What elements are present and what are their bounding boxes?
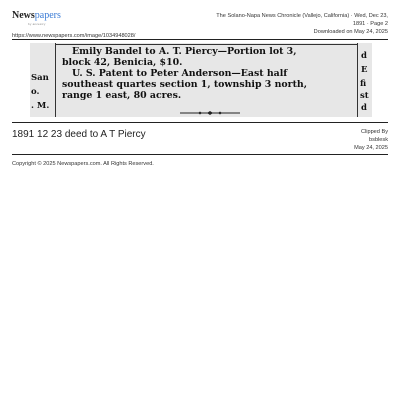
newspaper-clipping: [30, 43, 372, 117]
clipping-divider: [12, 122, 388, 123]
clipping-top-rule: [56, 44, 357, 45]
publication-meta: [188, 12, 388, 36]
right-edge-text: d: [361, 103, 367, 113]
right-edge-text: fi: [360, 79, 367, 89]
left-edge-text: o.: [31, 87, 40, 97]
left-edge-text: . M.: [31, 101, 50, 111]
meta-date-page: 1891 · Page 2: [352, 21, 388, 27]
ornament-divider: [180, 111, 240, 115]
article-line: U. S. Patent to Peter Anderson—East half: [72, 68, 288, 79]
clipped-by-info: [354, 128, 388, 152]
clipped-by-label: Clipped By: [360, 129, 388, 135]
article-line: block 42, Benicia, $10.: [62, 57, 183, 68]
copyright-text: Copyright © 2025 Newspapers.com. All Rights Reserved.: [12, 161, 154, 167]
newspapers-logo[interactable]: [12, 11, 61, 21]
clipped-by-user[interactable]: bsblesk: [369, 137, 388, 143]
right-edge-text: E: [361, 65, 368, 75]
logo-subtitle: by ancestry: [28, 22, 46, 26]
right-edge-text: d: [361, 51, 367, 61]
article-line: Emily Bandel to A. T. Piercy—Portion lot 3,: [72, 46, 297, 57]
clipping-left-column: [30, 43, 56, 117]
right-edge-text: st: [360, 91, 369, 101]
article-line: southeast quartes section 1, township 3 north,: [62, 79, 308, 90]
clip-url[interactable]: https://www.newspapers.com/image/1034948028/: [12, 33, 136, 39]
meta-publication: The Solano-Napa News Chronicle (Vallejo, California) · Wed, Dec 23,: [216, 13, 388, 19]
meta-downloaded: Downloaded on May 24, 2025: [313, 29, 388, 35]
clipped-by-date: May 24, 2025: [354, 145, 388, 151]
article-line: range 1 east, 80 acres.: [62, 90, 182, 101]
header-divider: [12, 39, 388, 40]
footer-divider: [12, 154, 388, 155]
left-edge-text: San: [31, 73, 49, 83]
logo-accent-text: papers: [34, 10, 61, 21]
page-header: [12, 8, 388, 38]
clipping-title: 1891 12 23 deed to A T Piercy: [12, 129, 146, 140]
logo-main-text: News: [12, 10, 35, 21]
clipping-right-column: [357, 43, 372, 117]
